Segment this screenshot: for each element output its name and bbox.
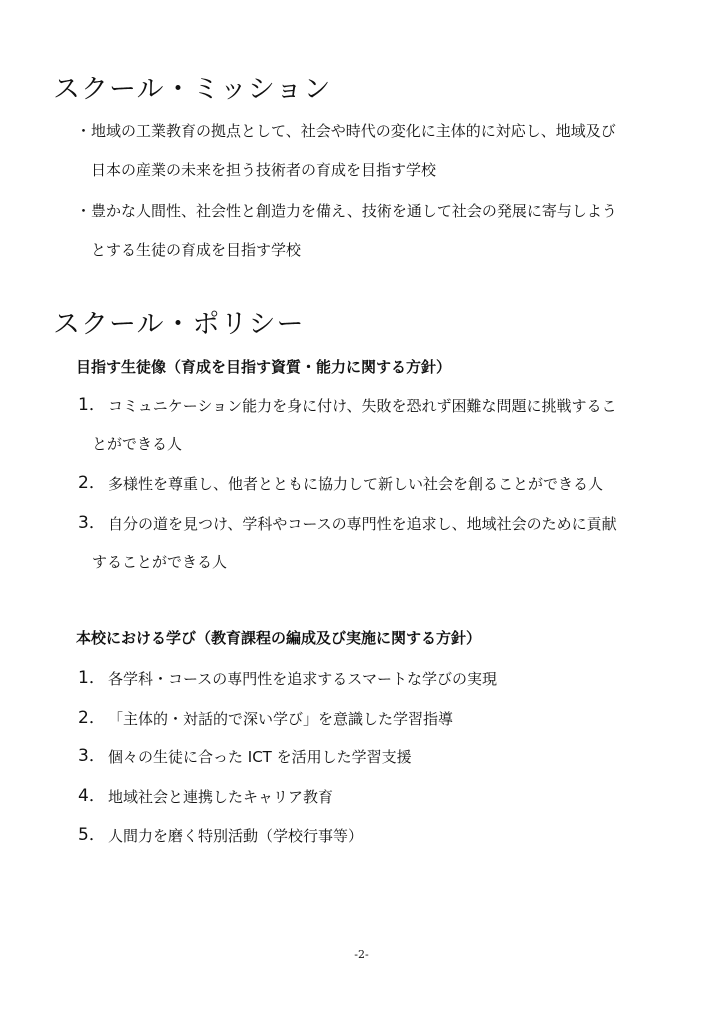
graduate-item-3-line-1: 自分の道を見つけ、学科やコースの専門性を追求し、地域社会のために貢献 (108, 515, 617, 533)
learning-policy-heading: 本校における学び（教育課程の編成及び実施に関する方針） (76, 629, 482, 647)
learning-item-3-text: 個々の生徒に合った ICT を活用した学習支援 (108, 748, 412, 766)
mission-item-2-line-1: ・豊かな人間性、社会性と創造力を備え、技術を通して社会の発展に寄与しよう (76, 202, 617, 220)
mission-item-2-line-2: とする生徒の育成を目指す学校 (91, 241, 302, 259)
graduate-item-1-line-2: とができる人 (92, 435, 183, 453)
graduate-item-2-number: 2． (78, 473, 106, 493)
learning-item-5-number: 5． (78, 825, 106, 845)
learning-item-2-number: 2． (78, 708, 106, 728)
learning-item-1-number: 1． (78, 668, 106, 688)
graduate-item-1-line-1: コミュニケーション能力を身に付け、失敗を恐れず困難な問題に挑戦するこ (108, 397, 617, 415)
mission-item-1-line-1: ・地域の工業教育の拠点として、社会や時代の変化に主体的に対応し、地域及び (76, 122, 616, 140)
learning-item-3-number: 3． (78, 746, 106, 766)
learning-item-1-text: 各学科・コースの専門性を追求するスマートな学びの実現 (108, 670, 497, 688)
mission-title: スクール・ミッション (53, 74, 332, 105)
learning-item-4-text: 地域社会と連携したキャリア教育 (108, 788, 334, 806)
graduate-item-3-number: 3． (78, 513, 106, 533)
graduate-item-2-line-1: 多様性を尊重し、他者とともに協力して新しい社会を創ることができる人 (108, 475, 604, 493)
mission-item-1-line-2: 日本の産業の未来を担う技術者の育成を目指す学校 (91, 161, 437, 179)
policy-title: スクール・ポリシー (53, 309, 305, 340)
graduate-item-1-number: 1． (78, 395, 106, 415)
learning-item-2-text: 「主体的・対話的で深い学び」を意識した学習指導 (108, 710, 454, 728)
learning-item-5-text: 人間力を磨く特別活動（学校行事等） (108, 827, 364, 845)
graduate-policy-heading: 目指す生徒像（育成を目指す資質・能力に関する方針） (76, 358, 452, 376)
learning-item-4-number: 4． (78, 786, 106, 806)
page-number: -2- (354, 948, 369, 961)
graduate-item-3-line-2: することができる人 (92, 553, 228, 571)
